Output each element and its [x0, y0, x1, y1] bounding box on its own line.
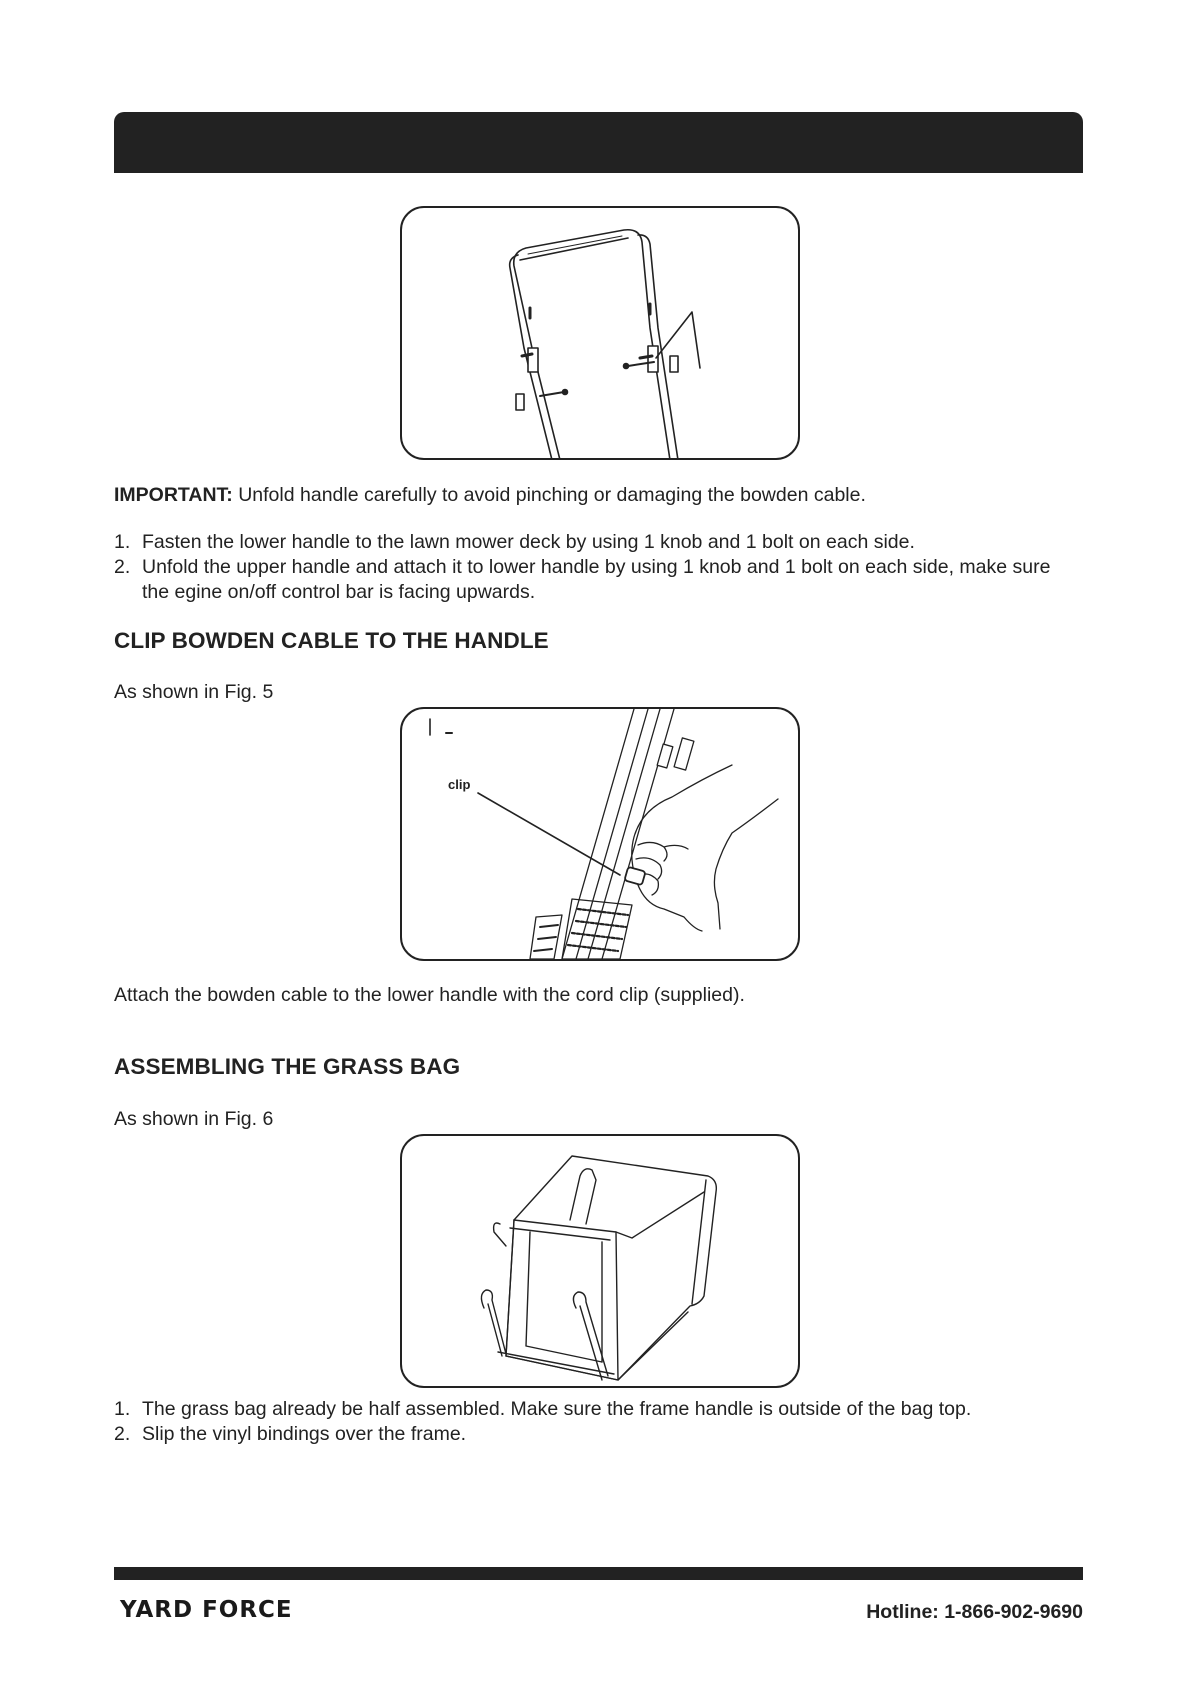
header-bar	[114, 112, 1083, 173]
important-label: IMPORTANT:	[114, 484, 233, 506]
important-text: Unfold handle carefully to avoid pinching or damaging the bowden cable.	[232, 484, 866, 506]
clip-cable-drawing	[402, 709, 798, 959]
list-item-text: Slip the vinyl bindings over the frame.	[142, 1423, 467, 1445]
handle-assembly-drawing	[402, 208, 798, 458]
hotline-number: Hotline: 1-866-902-9690	[866, 1601, 1083, 1623]
footer-bar	[114, 1567, 1083, 1580]
list-item-text: The grass bag already be half assembled. Make sure the frame handle is outside of the bag top.	[142, 1398, 972, 1420]
list-item	[114, 1397, 1064, 1422]
bag-steps-list	[114, 1397, 1064, 1447]
fig5-reference: As shown in Fig. 5	[114, 681, 274, 703]
grass-bag-drawing	[402, 1136, 798, 1386]
list-item	[114, 1422, 1064, 1447]
list-item-number: 1.	[114, 531, 131, 553]
list-item-number: 1.	[114, 1398, 131, 1420]
list-item	[114, 530, 1064, 555]
clip-cable-figure	[400, 707, 800, 961]
list-item-text: Fasten the lower handle to the lawn mower deck by using 1 knob and 1 bolt on each side.	[142, 531, 915, 553]
yard-force-logo: YARD FORCE	[120, 1597, 293, 1623]
list-item-number: 2.	[114, 1423, 131, 1445]
list-item-text: Unfold the upper handle and attach it to lower handle by using 1 knob and 1 bolt on each side, make sure the egine on/off control bar is facing upwards.	[142, 556, 1051, 603]
important-note	[114, 483, 866, 508]
section-heading-grass-bag: ASSEMBLING THE GRASS BAG	[114, 1054, 461, 1079]
handle-steps-list	[114, 530, 1064, 605]
handle-assembly-figure	[400, 206, 800, 460]
section-heading-clip-cable: CLIP BOWDEN CABLE TO THE HANDLE	[114, 628, 549, 653]
clip-caption: Attach the bowden cable to the lower handle with the cord clip (supplied).	[114, 984, 745, 1006]
clip-callout-label: clip	[448, 777, 471, 792]
list-item-number: 2.	[114, 556, 131, 578]
grass-bag-figure	[400, 1134, 800, 1388]
fig6-reference: As shown in Fig. 6	[114, 1108, 274, 1130]
list-item	[114, 555, 1064, 605]
